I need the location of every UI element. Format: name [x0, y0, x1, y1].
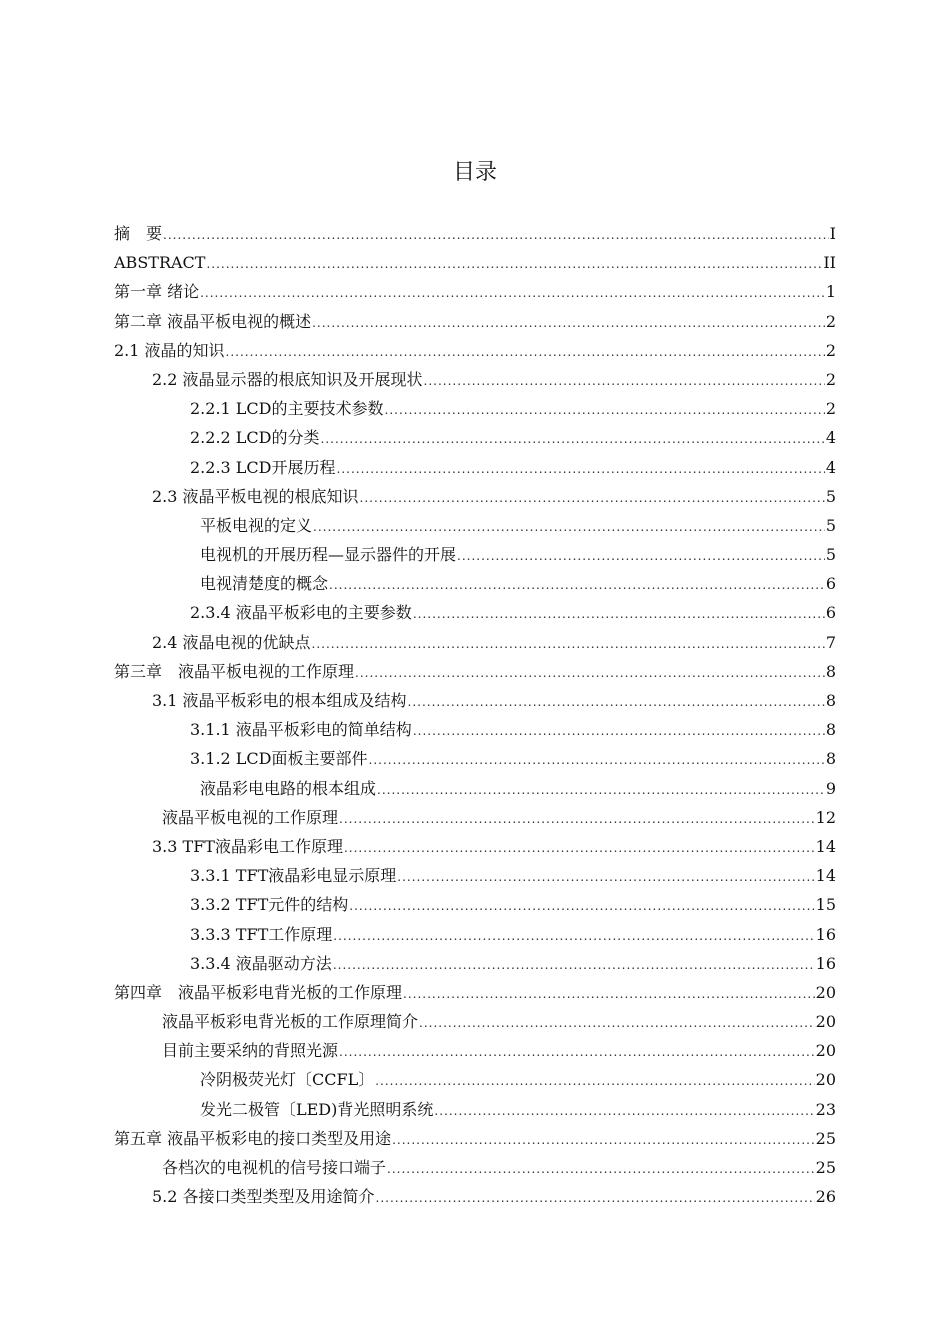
toc-entry[interactable] — [114, 1124, 836, 1153]
toc-entry-title: 液晶平板彩电背光板的工作原理简介 — [162, 1012, 419, 1032]
toc-dot-leader — [339, 1038, 815, 1067]
toc-entry[interactable] — [114, 978, 836, 1007]
toc-dot-leader — [413, 600, 825, 629]
toc-page-number: 1 — [825, 282, 836, 302]
toc-dot-leader — [163, 221, 829, 250]
toc-dot-leader — [408, 688, 825, 717]
toc-entry-title: 液晶彩电电路的根本组成 — [200, 778, 377, 798]
toc-entry-title: 3.3 TFT液晶彩电工作原理 — [152, 836, 343, 856]
toc-entry[interactable] — [114, 394, 836, 423]
toc-entry-title: 电视机的开展历程—显示器件的开展 — [200, 545, 457, 565]
toc-entry[interactable] — [114, 744, 836, 773]
toc-dot-leader — [457, 542, 825, 571]
toc-page-number: 2 — [825, 369, 836, 389]
toc-entry[interactable] — [114, 686, 836, 715]
toc-page-number: 5 — [825, 545, 836, 565]
toc-entry-title: 2.2.2 LCD的分类 — [190, 428, 320, 448]
toc-entry-title: 第一章 绪论 — [114, 282, 200, 302]
toc-entry-title: 3.3.4 液晶驱动方法 — [190, 953, 332, 973]
toc-dot-leader — [200, 279, 825, 308]
toc-dot-leader — [375, 1067, 814, 1096]
toc-entry-title: 2.3.4 液晶平板彩电的主要参数 — [190, 603, 412, 623]
page-title: 目录 — [452, 160, 497, 185]
toc-page-number: 23 — [815, 1099, 836, 1119]
toc-entry[interactable] — [114, 277, 836, 306]
toc-page-number: 4 — [825, 457, 836, 477]
toc-page-number: 20 — [815, 982, 836, 1002]
toc-dot-leader — [355, 659, 825, 688]
toc-dot-leader — [413, 717, 825, 746]
toc-entry[interactable] — [114, 1007, 836, 1036]
toc-dot-leader — [329, 571, 825, 600]
toc-entry[interactable] — [114, 715, 836, 744]
toc-entry[interactable] — [114, 365, 836, 394]
toc-entry-title: 电视清楚度的概念 — [200, 574, 329, 594]
toc-dot-leader — [377, 776, 825, 805]
toc-page-number: 2 — [825, 340, 836, 360]
toc-page-number: 25 — [815, 1158, 836, 1177]
toc-page-number: 2 — [825, 399, 836, 419]
toc-page-number: 16 — [815, 953, 836, 973]
toc-page-number: 4 — [825, 428, 836, 448]
toc-entry[interactable] — [114, 453, 836, 482]
toc-page-number: I — [829, 224, 836, 243]
toc-dot-leader — [376, 1184, 815, 1213]
toc-entry-title: 第二章 液晶平板电视的概述 — [114, 311, 312, 331]
toc-entry[interactable] — [114, 628, 836, 657]
toc-entry[interactable] — [114, 1065, 836, 1094]
toc-page-number: II — [823, 253, 836, 273]
toc-entry-title: 3.3.1 TFT液晶彩电显示原理 — [190, 866, 397, 886]
toc-entry[interactable] — [114, 336, 836, 365]
toc-entry-title: 目前主要采纳的背照光源 — [162, 1041, 339, 1061]
toc-entry-title: 液晶平板电视的工作原理 — [162, 807, 339, 827]
toc-entry[interactable] — [114, 803, 836, 832]
toc-page-number: 8 — [825, 691, 836, 710]
toc-dot-leader — [369, 746, 825, 775]
toc-dot-leader — [333, 951, 815, 980]
toc-entry[interactable] — [114, 920, 836, 949]
toc-dot-leader — [339, 805, 815, 834]
toc-entry[interactable] — [114, 949, 836, 978]
toc-entry-title: 3.1.1 液晶平板彩电的简单结构 — [190, 720, 412, 740]
toc-entry-title: ABSTRACT — [114, 253, 206, 273]
toc-page-number: 15 — [815, 895, 836, 915]
toc-entry-title: 第四章 液晶平板彩电背光板的工作原理 — [114, 982, 403, 1002]
toc-page-number: 14 — [815, 866, 836, 886]
toc-dot-leader — [337, 455, 825, 484]
toc-page-number: 6 — [825, 574, 836, 594]
toc-entry-title: 2.3 液晶平板电视的根底知识 — [152, 486, 359, 506]
toc-entry-title: 平板电视的定义 — [200, 515, 313, 535]
toc-entry-title: 2.1 液晶的知识 — [114, 340, 225, 360]
toc-entry[interactable] — [114, 219, 836, 248]
toc-entry-title: 第三章 液晶平板电视的工作原理 — [114, 661, 355, 681]
toc-dot-leader — [313, 513, 825, 542]
table-of-contents — [114, 219, 836, 1211]
toc-dot-leader — [397, 863, 814, 892]
toc-entry-title: 3.3.3 TFT工作原理 — [190, 924, 333, 944]
toc-entry[interactable] — [114, 890, 836, 919]
toc-dot-leader — [333, 922, 814, 951]
toc-entry-title: 2.4 液晶电视的优缺点 — [152, 632, 311, 652]
toc-page-number: 2 — [825, 311, 836, 331]
toc-entry[interactable] — [114, 511, 836, 540]
toc-entry[interactable] — [114, 861, 836, 890]
toc-entry[interactable] — [114, 569, 836, 598]
toc-entry[interactable] — [114, 248, 836, 277]
toc-entry-title: 3.3.2 TFT元件的结构 — [190, 895, 349, 915]
toc-page-number: 5 — [825, 515, 836, 535]
toc-dot-leader — [312, 630, 825, 659]
toc-page-number: 20 — [815, 1012, 836, 1032]
toc-page-number: 16 — [815, 924, 836, 944]
toc-dot-leader — [321, 425, 825, 454]
toc-page-number: 25 — [815, 1128, 836, 1148]
toc-dot-leader — [424, 367, 825, 396]
toc-entry[interactable] — [114, 307, 836, 336]
toc-dot-leader — [392, 1126, 815, 1155]
toc-entry[interactable] — [114, 423, 836, 452]
toc-entry[interactable] — [114, 657, 836, 686]
toc-dot-leader — [385, 396, 825, 425]
toc-page-number: 8 — [825, 661, 836, 681]
toc-entry-title: 发光二极管〔LED)背光照明系统 — [200, 1099, 434, 1119]
toc-entry[interactable] — [114, 1153, 836, 1182]
toc-dot-leader — [349, 892, 814, 921]
toc-entry[interactable] — [114, 1182, 836, 1211]
toc-dot-leader — [387, 1155, 815, 1184]
toc-dot-leader — [312, 309, 825, 338]
toc-dot-leader — [226, 338, 825, 367]
toc-entry[interactable] — [114, 1036, 836, 1065]
toc-entry[interactable] — [114, 832, 836, 861]
toc-page-number: 8 — [825, 720, 836, 740]
toc-page-number: 14 — [815, 836, 836, 856]
toc-entry-title: 3.1.2 LCD面板主要部件 — [190, 749, 368, 769]
toc-entry[interactable] — [114, 540, 836, 569]
toc-page-number: 5 — [825, 486, 836, 506]
toc-page-number: 20 — [815, 1041, 836, 1061]
toc-entry[interactable] — [114, 1095, 836, 1124]
toc-entry-title: 5.2 各接口类型类型及用途简介 — [152, 1187, 375, 1207]
toc-dot-leader — [360, 484, 825, 513]
toc-page-number: 6 — [825, 603, 836, 623]
toc-entry[interactable] — [114, 482, 836, 511]
toc-entry[interactable] — [114, 598, 836, 627]
toc-page-number: 8 — [825, 749, 836, 769]
toc-page-number: 9 — [825, 778, 836, 798]
toc-dot-leader — [419, 1009, 815, 1038]
toc-page-number: 7 — [825, 632, 836, 652]
toc-dot-leader — [403, 980, 815, 1009]
toc-dot-leader — [206, 250, 822, 279]
toc-entry-title: 摘 要 — [114, 224, 163, 243]
toc-entry-title: 2.2.1 LCD的主要技术参数 — [190, 399, 384, 419]
toc-page-number: 12 — [815, 807, 836, 827]
toc-entry[interactable] — [114, 774, 836, 803]
toc-page-number: 20 — [815, 1070, 836, 1090]
toc-dot-leader — [344, 834, 815, 863]
toc-entry-title: 各档次的电视机的信号接口端子 — [162, 1158, 387, 1177]
toc-entry-title: 第五章 液晶平板彩电的接口类型及用途 — [114, 1128, 392, 1148]
toc-dot-leader — [434, 1097, 814, 1126]
toc-entry-title: 2.2.3 LCD开展历程 — [190, 457, 336, 477]
toc-entry-title: 2.2 液晶显示器的根底知识及开展现状 — [152, 369, 423, 389]
toc-entry-title: 3.1 液晶平板彩电的根本组成及结构 — [152, 691, 407, 710]
toc-entry-title: 冷阴极荧光灯〔CCFL〕 — [200, 1070, 375, 1090]
toc-page-number: 26 — [815, 1187, 836, 1207]
